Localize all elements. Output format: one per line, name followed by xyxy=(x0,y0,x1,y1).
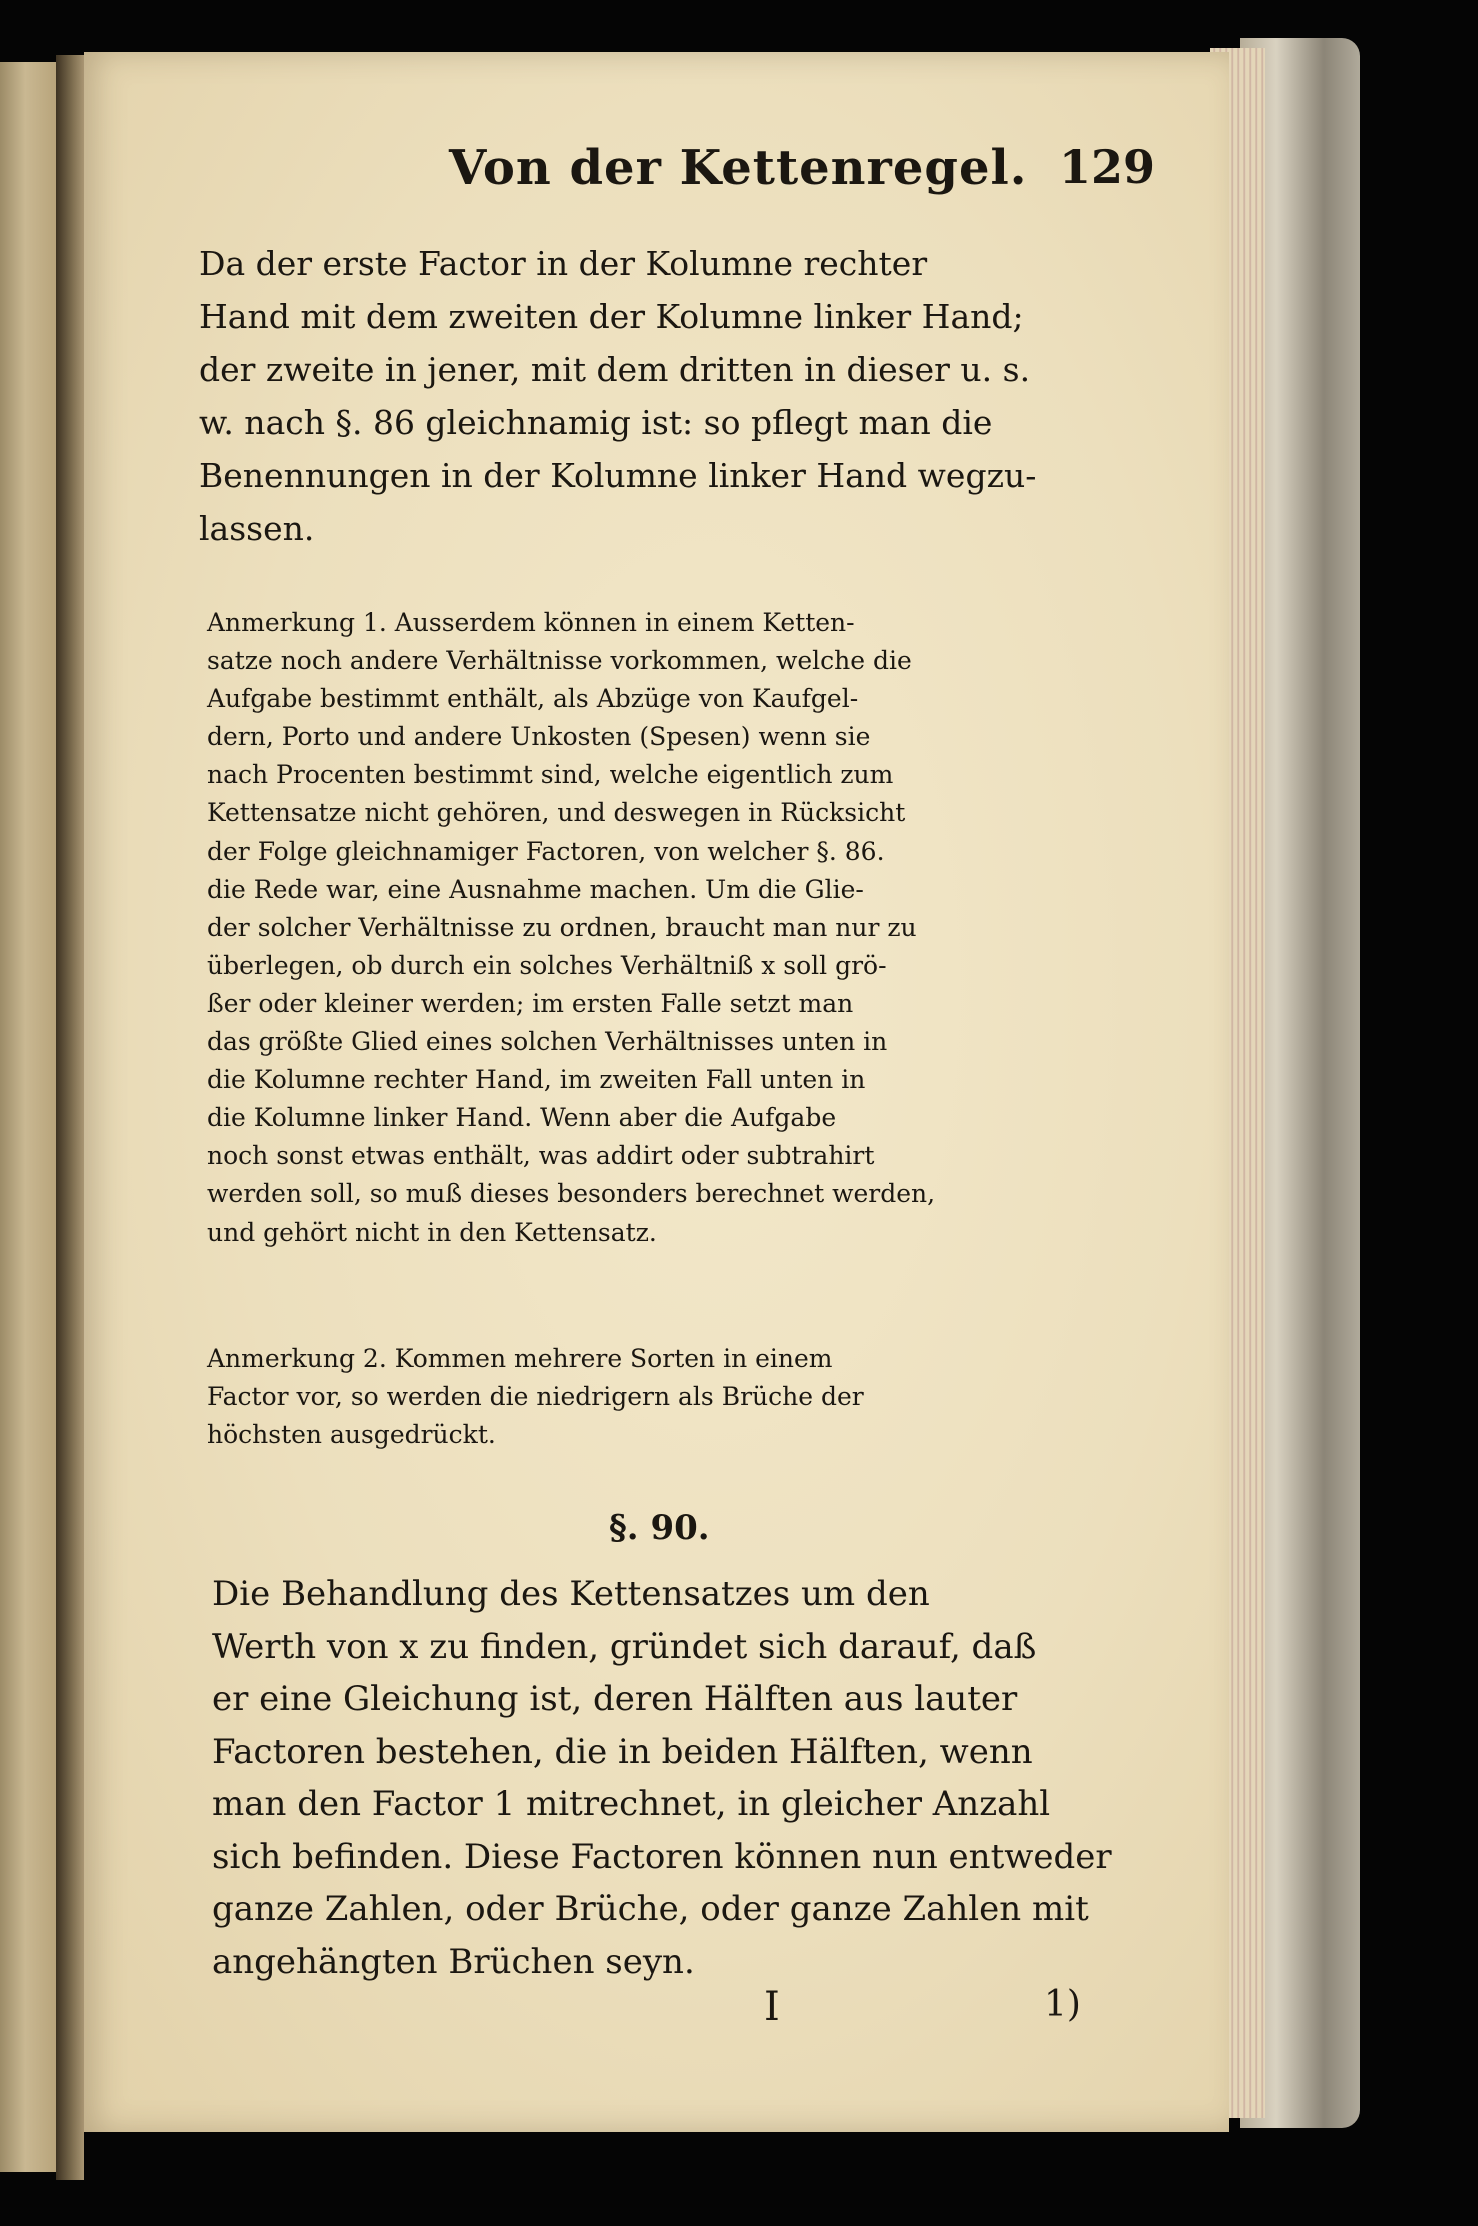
text-line: überlegen, ob durch ein solches Verhältniß x soll grö- xyxy=(207,950,887,980)
signature-mark: I xyxy=(764,1984,780,2030)
text-line: der solcher Verhältnisse zu ordnen, braucht man nur zu xyxy=(207,912,917,942)
text-line: werden soll, so muß dieses besonders berechnet werden, xyxy=(207,1179,936,1209)
text-line: die Rede war, eine Ausnahme machen. Um die Glie- xyxy=(207,874,864,904)
text-line: Hand mit dem zweiten der Kolumne linker Hand; xyxy=(199,297,1024,336)
text-line: ganze Zahlen, oder Brüche, oder ganze Zahlen mit xyxy=(212,1889,1089,1929)
text-line: dern, Porto und andere Unkosten (Spesen) wenn sie xyxy=(207,722,871,752)
text-line: der Folge gleichnamiger Factoren, von welcher §. 86. xyxy=(207,836,885,866)
paragraph-2 xyxy=(212,1568,1112,1988)
text-line: sich befinden. Diese Factoren können nun entweder xyxy=(212,1836,1112,1877)
text-line: die Kolumne linker Hand. Wenn aber die Aufgabe xyxy=(207,1103,837,1133)
text-line: Kettensatze nicht gehören, und deswegen in Rücksicht xyxy=(207,798,906,828)
text-line: nach Procenten bestimmt sind, welche eigentlich zum xyxy=(207,760,894,790)
book-gutter xyxy=(56,55,84,2180)
text-line: höchsten ausgedrückt. xyxy=(207,1420,496,1450)
text-line: Factor vor, so werden die niedrigern als Brüche der xyxy=(207,1382,864,1412)
left-page-edge xyxy=(0,62,58,2172)
anmerkung-1 xyxy=(207,604,935,1252)
text-line: satze noch andere Verhältnisse vorkommen, welche die xyxy=(207,646,912,676)
text-line: angehängten Brüchen seyn. xyxy=(212,1941,695,1982)
text-line: das größte Glied eines solchen Verhältnisses unten in xyxy=(207,1027,888,1057)
text-line: Benennungen in der Kolumne linker Hand wegzu- xyxy=(199,456,1037,495)
catchword: 1) xyxy=(1044,1984,1081,2025)
text-line: der zweite in jener, mit dem dritten in dieser u. s. xyxy=(199,350,1031,389)
text-line: die Kolumne rechter Hand, im zweiten Fall unten in xyxy=(207,1065,866,1095)
text-line: Anmerkung 2. Kommen mehrere Sorten in einem xyxy=(207,1344,833,1373)
text-line: Da der erste Factor in der Kolumne rechter xyxy=(199,244,928,283)
text-line: er eine Gleichung ist, deren Hälften aus lauter xyxy=(212,1679,1018,1719)
text-line: und gehört nicht in den Kettensatz. xyxy=(207,1217,657,1247)
text-line: noch sonst etwas enthält, was addirt oder subtrahirt xyxy=(207,1141,875,1171)
paragraph-1 xyxy=(199,237,1036,555)
text-line: Werth von x zu finden, gründet sich darauf, daß xyxy=(212,1626,1037,1667)
text-line: ßer oder kleiner werden; im ersten Falle setzt man xyxy=(207,988,854,1018)
page-number: 129 xyxy=(1059,140,1156,194)
section-heading: §. 90. xyxy=(609,1508,710,1548)
running-title: Von der Kettenregel. xyxy=(449,140,1028,196)
anmerkung-2 xyxy=(207,1340,864,1454)
text-line: man den Factor 1 mitrechnet, in gleicher Anzahl xyxy=(212,1784,1051,1824)
text-line: Die Behandlung des Kettensatzes um den xyxy=(212,1574,930,1614)
text-line: lassen. xyxy=(199,509,315,548)
book-page xyxy=(84,52,1229,2132)
text-line: Factoren bestehen, die in beiden Hälften, wenn xyxy=(212,1731,1033,1772)
text-line: Anmerkung 1. Ausserdem können in einem Ketten- xyxy=(207,608,855,637)
text-line: Aufgabe bestimmt enthält, als Abzüge von Kaufgel- xyxy=(207,684,859,714)
page-header xyxy=(164,140,1214,220)
text-line: w. nach §. 86 gleichnamig ist: so pflegt man die xyxy=(199,403,993,442)
